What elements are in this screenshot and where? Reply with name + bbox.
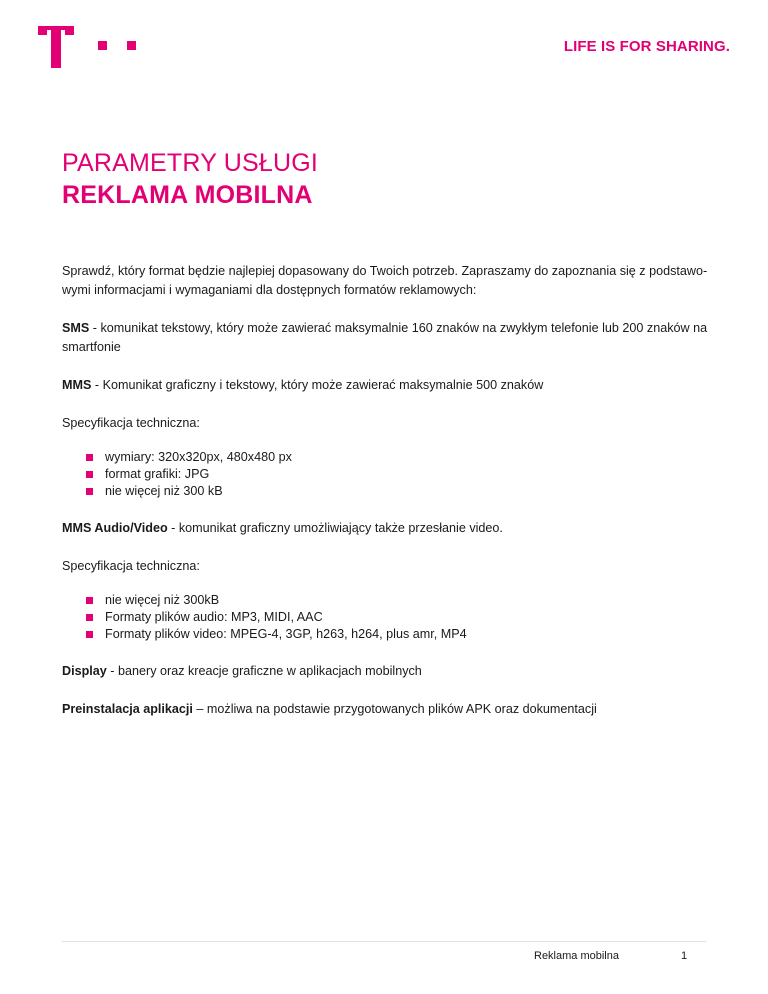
list-item: wymiary: 320x320px, 480x480 px	[86, 449, 712, 466]
square-bullet-icon	[86, 614, 93, 621]
intro-line-2: wymi informacjami i wymaganiami dla dostępnych formatów reklamowych:	[62, 283, 477, 297]
sms-description-line-1: - komunikat tekstowy, który może zawierać maksymalnie 160 znaków na zwykłym telefonie lub 200 znaków na	[89, 321, 708, 335]
mms-av-term: MMS Audio/Video	[62, 521, 168, 535]
square-bullet-icon	[86, 454, 93, 461]
list-item: nie więcej niż 300kB	[86, 592, 712, 609]
sms-description-line-2: smartfonie	[62, 340, 121, 354]
display-paragraph	[62, 662, 712, 681]
square-bullet-icon	[86, 488, 93, 495]
intro-line-1: Sprawdź, który format będzie najlepiej dopasowany do Twoich potrzeb. Zapraszamy do zapoznania się z podstawo-	[62, 264, 708, 278]
mms-description: - Komunikat graficzny i tekstowy, który może zawierać maksymalnie 500 znaków	[91, 378, 544, 392]
list-item: nie więcej niż 300 kB	[86, 483, 712, 500]
list-item: format grafiki: JPG	[86, 466, 712, 483]
preinstall-paragraph	[62, 700, 712, 719]
footer-document-title: Reklama mobilna	[534, 950, 619, 962]
square-bullet-icon	[86, 631, 93, 638]
title-line-2: REKLAMA MOBILNA	[62, 181, 313, 209]
page-number: 1	[681, 950, 688, 962]
preinstall-term: Preinstalacja aplikacji	[62, 702, 193, 716]
mms-av-spec-label: Specyfikacja techniczna:	[62, 559, 200, 573]
preinstall-description: – możliwa na podstawie przygotowanych plików APK oraz dokumentacji	[192, 702, 597, 716]
square-bullet-icon	[86, 471, 93, 478]
sms-paragraph	[62, 319, 712, 357]
telekom-t-logo-icon	[38, 26, 148, 68]
page-title	[62, 147, 702, 211]
title-line-1: PARAMETRY USŁUGI	[62, 149, 319, 177]
list-item: Formaty plików video: MPEG-4, 3GP, h263, h264, plus amr, MP4	[86, 626, 712, 643]
square-bullet-icon	[86, 597, 93, 604]
mms-av-spec-list	[62, 592, 712, 643]
mms-term: MMS	[62, 378, 92, 392]
mms-paragraph	[62, 376, 712, 395]
document-body	[62, 262, 712, 738]
mms-spec-label: Specyfikacja techniczna:	[62, 416, 200, 430]
footer-divider	[62, 941, 706, 942]
sms-term: SMS	[62, 321, 90, 335]
list-item: Formaty plików audio: MP3, MIDI, AAC	[86, 609, 712, 626]
brand-tagline: LIFE IS FOR SHARING.	[563, 38, 730, 55]
display-description: - banery oraz kreacje graficzne w aplikacjach mobilnych	[106, 664, 422, 678]
mms-av-description: - komunikat graficzny umożliwiający także przesłanie video.	[167, 521, 503, 535]
display-term: Display	[62, 664, 107, 678]
intro-paragraph	[62, 262, 712, 300]
mms-av-paragraph	[62, 519, 712, 538]
mms-spec-list	[62, 449, 712, 500]
